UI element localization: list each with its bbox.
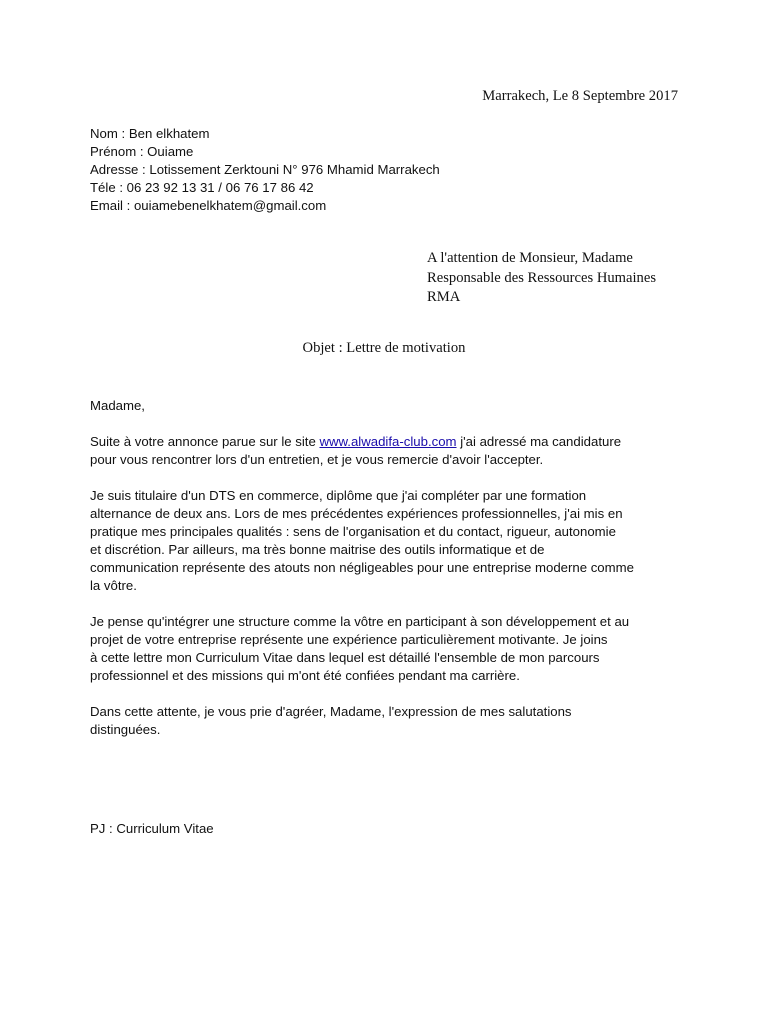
attachment-note: PJ : Curriculum Vitae (90, 821, 214, 836)
recipient-company: RMA (427, 289, 461, 305)
letter-body (90, 397, 690, 757)
paragraph-line: pratique mes principales qualités : sens de l'organisation et du contact, rigueur, autonomie (90, 524, 616, 539)
recipient-attention: A l'attention de Monsieur, Madame (427, 250, 633, 266)
salutation: Madame, (90, 398, 145, 413)
paragraph-line: à cette lettre mon Curriculum Vitae dans lequel est détaillé l'ensemble de mon parcours (90, 650, 600, 665)
paragraph-line: distinguées. (90, 722, 161, 737)
paragraph-intro-line-1 (90, 433, 690, 451)
sender-name: Nom : Ben elkhatem (90, 126, 210, 141)
website-link[interactable]: www.alwadifa-club.com (319, 434, 457, 449)
paragraph-closing (90, 703, 690, 739)
letter-date: Marrakech, Le 8 Septembre 2017 (482, 88, 678, 104)
paragraph-line: communication représente des atouts non négligeables pour une entreprise moderne comme (90, 560, 634, 575)
paragraph-intro-line-2: pour vous rencontrer lors d'un entretien, et je vous remercie d'avoir l'accepter. (90, 452, 544, 467)
recipient-role: Responsable des Ressources Humaines (427, 269, 656, 286)
paragraph-line: projet de votre entreprise représente une expérience particulièrement motivante. Je joins (90, 632, 608, 647)
intro-text-before-link: Suite à votre annonce parue sur le site (90, 434, 320, 449)
sender-firstname: Prénom : Ouiame (90, 144, 194, 159)
sender-block (90, 125, 440, 215)
recipient-block (427, 249, 656, 308)
paragraph-qualifications (90, 487, 690, 595)
paragraph-line: et discrétion. Par ailleurs, ma très bonne maitrise des outils informatique et de (90, 542, 545, 557)
paragraph-line: professionnel et des missions qui m'ont été confiées pendant ma carrière. (90, 668, 520, 683)
paragraph-line: Je suis titulaire d'un DTS en commerce, diplôme que j'ai compléter par une formation (90, 488, 587, 503)
paragraph-line: Dans cette attente, je vous prie d'agréer, Madame, l'expression de mes salutations (90, 704, 572, 719)
intro-text-after-link: j'ai adressé ma candidature (456, 434, 622, 449)
paragraph-line: la vôtre. (90, 578, 137, 593)
paragraph-line: alternance de deux ans. Lors de mes précédentes expériences professionnelles, j'ai mis en (90, 506, 623, 521)
letter-subject: Objet : Lettre de motivation (302, 340, 466, 356)
paragraph-motivation (90, 613, 690, 685)
sender-address: Adresse : Lotissement Zerktouni N° 976 Mhamid Marrakech (90, 162, 440, 177)
sender-phone: Téle : 06 23 92 13 31 / 06 76 17 86 42 (90, 180, 314, 195)
paragraph-line: Je pense qu'intégrer une structure comme la vôtre en participant à son développement et au (90, 614, 630, 629)
paragraph-intro (90, 433, 690, 469)
sender-email: Email : ouiamebenelkhatem@gmail.com (90, 198, 327, 213)
